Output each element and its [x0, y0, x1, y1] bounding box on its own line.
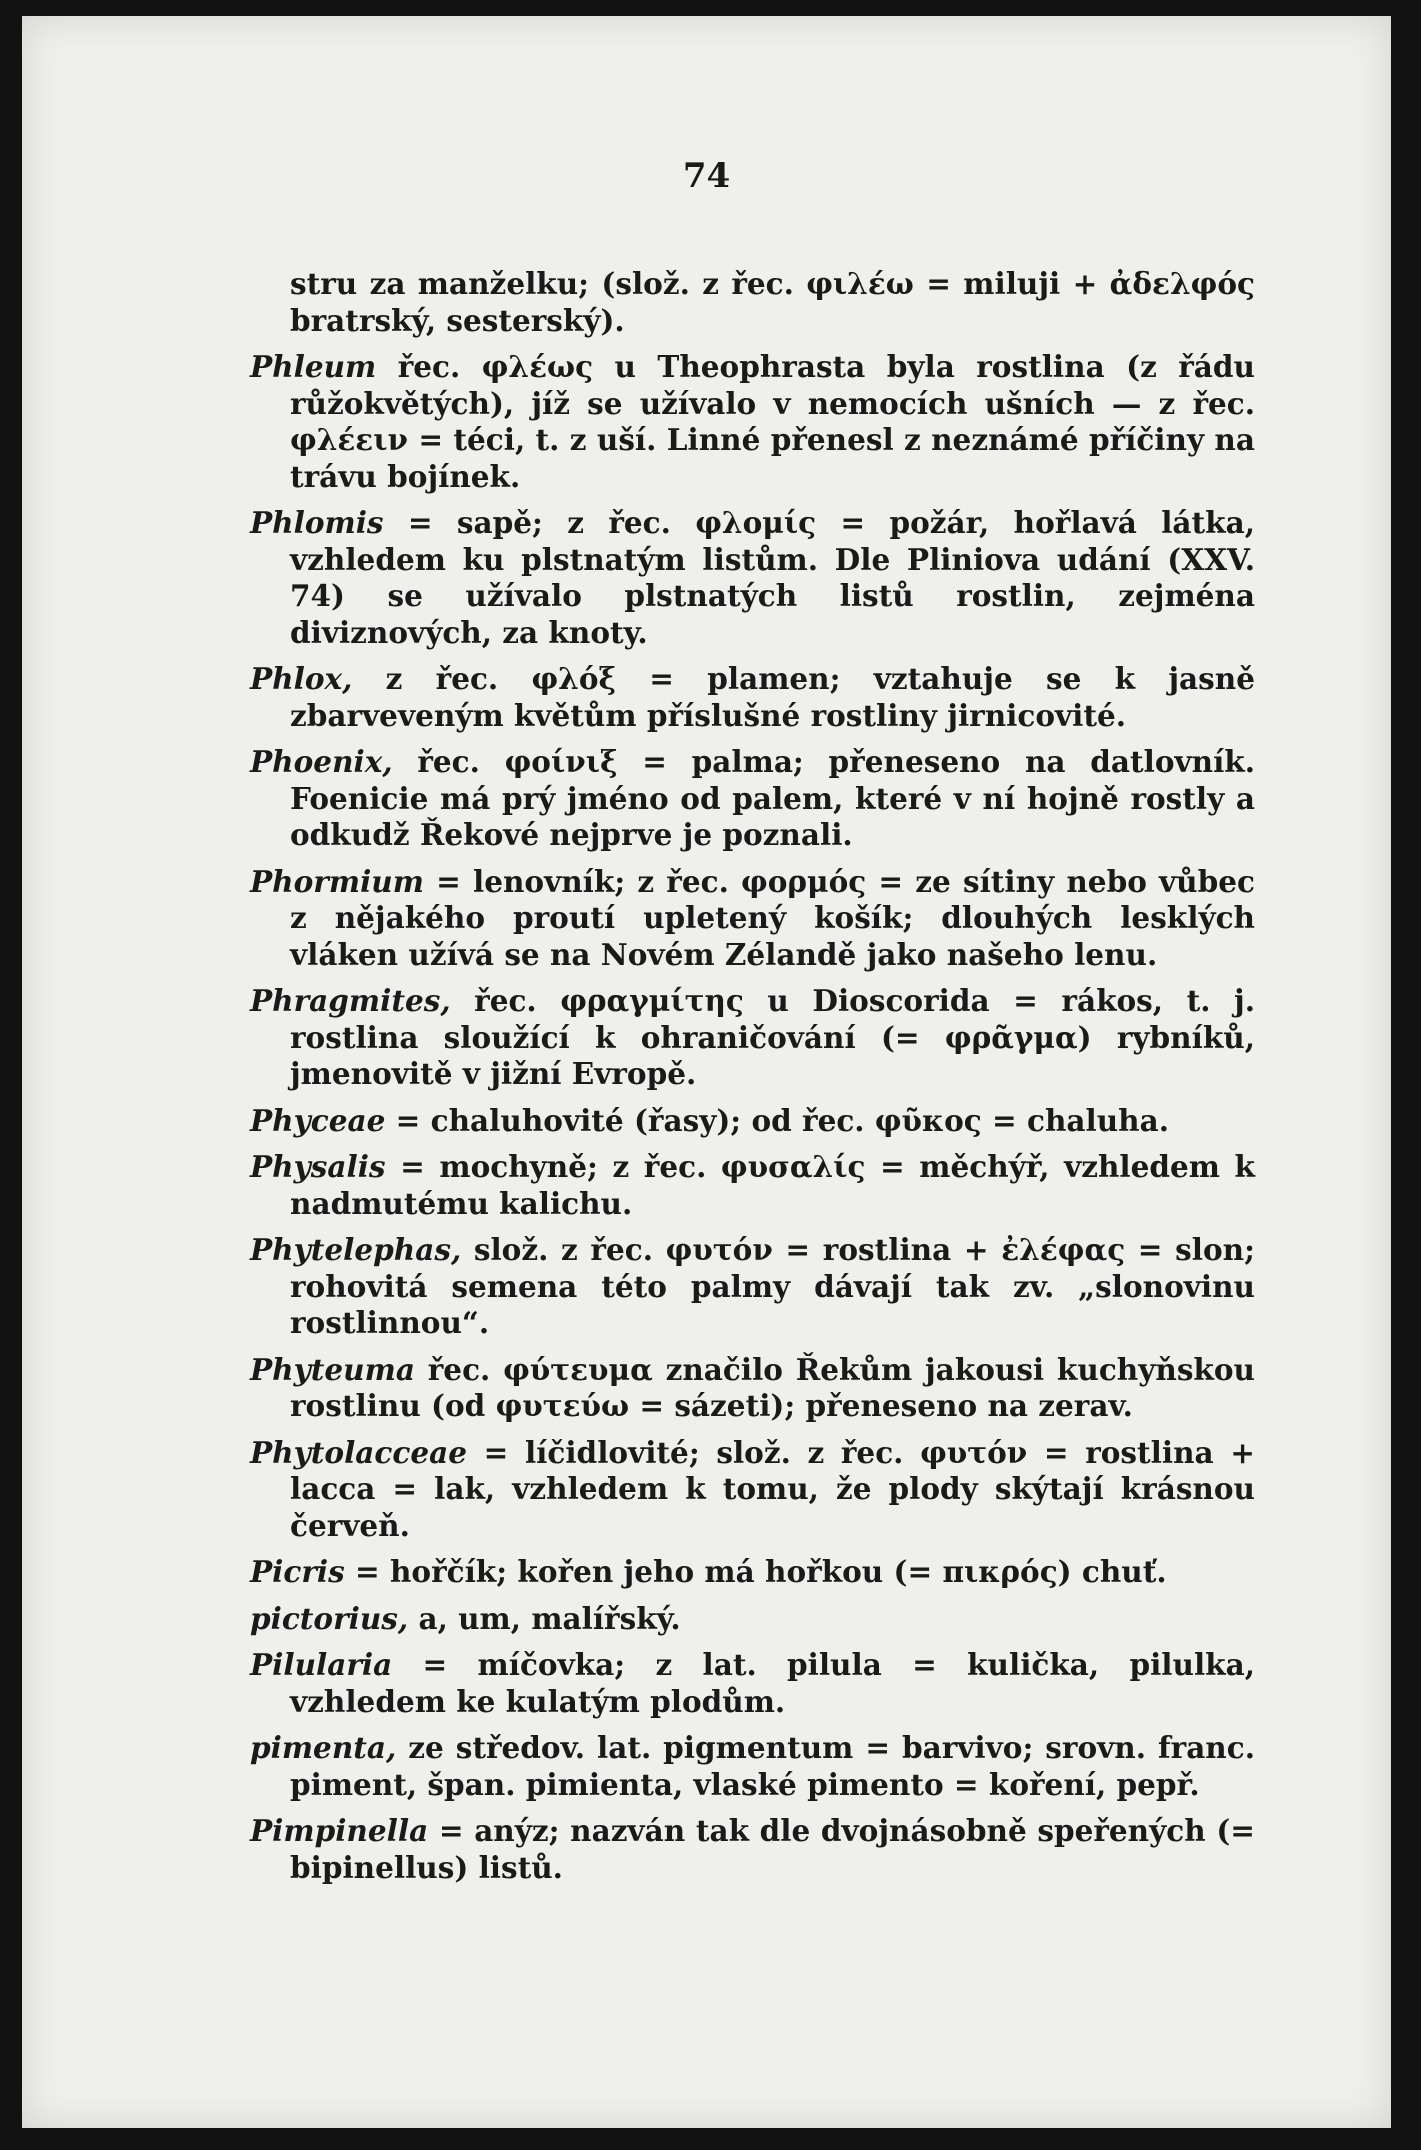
- dictionary-entry: [250, 1435, 1255, 1545]
- entry-text: slož. z řec. φυτόν = rostlina + ἐλέφας = slon; rohovitá semena této palmy dávají tak zv. „slonovinu rostlinnou“.: [290, 1232, 1255, 1340]
- dictionary-entry: [250, 1601, 1255, 1638]
- entry-text: = anýz; nazván tak dle dvojnásobně speřených (= bipinellus) listů.: [290, 1813, 1255, 1885]
- entry-headword: pictorius,: [250, 1600, 409, 1636]
- entry-text: = sapě; z řec. φλομίς = požár, hořlavá látka, vzhledem ku plstnatým listům. Dle Pliniova udání (XXV. 74) se užívalo plstnatých listů rostlin, zejména diviznových, za knoty.: [290, 505, 1255, 650]
- entry-headword: Phytolacceae: [250, 1434, 467, 1470]
- entry-text: = líčidlovité; slož. z řec. φυτόν = rostlina + lacca = lak, vzhledem k tomu, že plody skýtají krásnou červeň.: [290, 1434, 1255, 1543]
- entry-headword: Phragmites,: [250, 983, 451, 1018]
- entry-headword: Phlomis: [250, 505, 384, 540]
- dictionary-entry: [250, 505, 1255, 651]
- dictionary-entry: [250, 1647, 1255, 1720]
- entry-text: ze středov. lat. pigmentum = barvivo; srovn. franc. piment, špan. pimienta, vlaské pimento = koření, pepř.: [290, 1730, 1255, 1802]
- dictionary-entry: [250, 1103, 1255, 1140]
- dictionary-entry: [250, 1232, 1255, 1342]
- entry-headword: Phormium: [250, 863, 424, 899]
- dictionary-entry: [250, 744, 1255, 854]
- entry-text: řec. φύτευμα značilo Řekům jakousi kuchyňskou rostlinu (od φυτεύω = sázeti); přeneseno na zerav.: [290, 1351, 1255, 1423]
- entry-headword: Phyteuma: [250, 1351, 415, 1387]
- dictionary-entry: [250, 1813, 1255, 1886]
- entry-headword: Phlox,: [250, 661, 353, 696]
- entry-headword: Phyceae: [250, 1102, 386, 1138]
- book-page: [22, 16, 1391, 2128]
- entry-text: řec. φοίνιξ = palma; přeneseno na datlovník. Foenicie má prý jméno od palem, které v ní hojně rostly a odkudž Řekové nejprve je poznali.: [290, 744, 1255, 852]
- entry-text: = mochyně; z řec. φυσαλίς = měchýř, vzhledem k nadmutému kalichu.: [290, 1149, 1255, 1221]
- entry-headword: Pilularia: [250, 1647, 393, 1682]
- dictionary-entry: [250, 661, 1255, 734]
- dictionary-entry: [250, 1352, 1255, 1425]
- dictionary-entry: [250, 864, 1255, 974]
- entry-text: a, um, malířský.: [408, 1600, 681, 1636]
- entry-text: z řec. φλόξ = plamen; vztahuje se k jasně zbarveveným květům příslušné rostliny jirnicovité.: [290, 661, 1255, 733]
- dictionary-entry: [250, 1554, 1255, 1591]
- entry-headword: Phytelephas,: [250, 1232, 462, 1267]
- entry-text: = lenovník; z řec. φορμός = ze sítiny nebo vůbec z nějakého proutí upletený košík; dlouhých lesklých vláken užívá se na Novém Zélandě jako našeho lenu.: [290, 863, 1255, 972]
- entry-text: řec. φλέως u Theophrasta byla rostlina (z řádu růžokvětých), jíž se užívalo v nemocích ušních — z řec. φλέειν = téci, t. z uší. Linné přenesl z neznámé příčiny na trávu bojínek.: [290, 349, 1255, 494]
- dictionary-entries: [250, 266, 1255, 1896]
- dictionary-entry: [250, 266, 1255, 339]
- entry-headword: Pimpinella: [250, 1813, 429, 1848]
- dictionary-entry: [250, 349, 1255, 495]
- entry-text: = míčovka; z lat. pilula = kulička, pilulka, vzhledem ke kulatým plodům.: [290, 1647, 1255, 1719]
- entry-headword: Physalis: [250, 1149, 386, 1184]
- dictionary-entry: [250, 983, 1255, 1093]
- entry-text: stru za manželku; (slož. z řec. φιλέω = miluji + ἀδελφός bratrský, sesterský).: [290, 266, 1255, 338]
- entry-headword: Phoenix,: [250, 744, 393, 779]
- dictionary-entry: [250, 1149, 1255, 1222]
- entry-headword: Phleum: [250, 349, 377, 384]
- entry-text: = chaluhovité (řasy); od řec. φῦκος = chaluha.: [385, 1102, 1170, 1138]
- page-number: 74: [682, 156, 731, 196]
- entry-headword: Picris: [250, 1554, 345, 1589]
- dictionary-entry: [250, 1730, 1255, 1803]
- entry-text: řec. φραγμίτης u Dioscorida = rákos, t. j. rostlina sloužící k ohraničování (= φρᾶγμα) rybníků, jmenovitě v jižní Evropě.: [290, 983, 1255, 1091]
- entry-text: = hořčík; kořen jeho má hořkou (= πικρός) chuť.: [344, 1554, 1167, 1589]
- entry-headword: pimenta,: [250, 1730, 397, 1765]
